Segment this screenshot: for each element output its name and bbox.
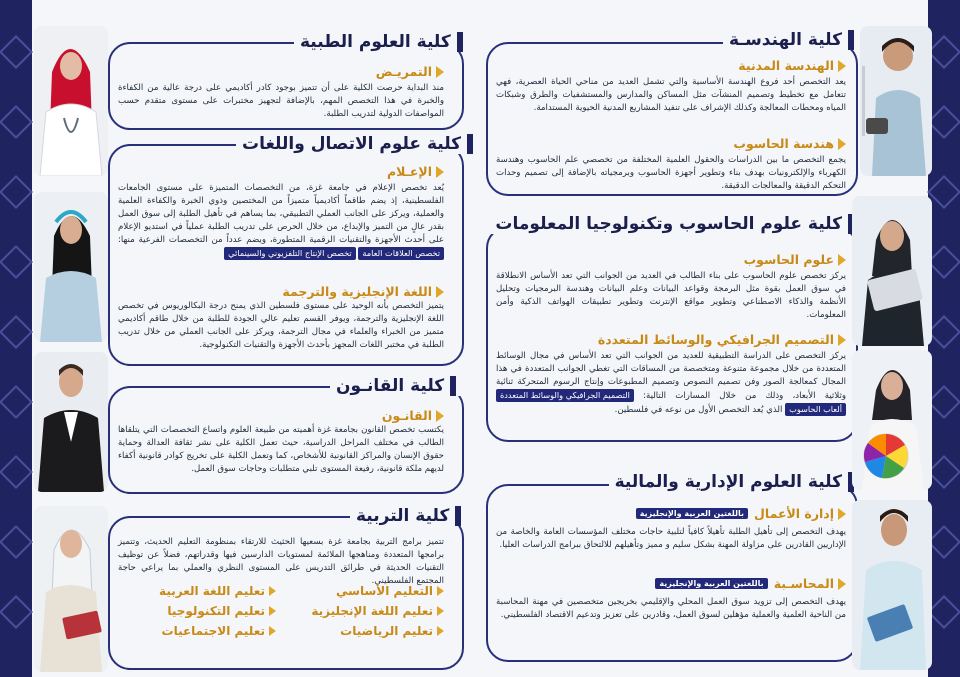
computer-eng-title: هندسة الحاسوب (733, 136, 834, 151)
communication-section (108, 134, 464, 370)
civil-eng-title: الهندسة المدنية (738, 58, 834, 73)
tv-production-tag: تخصص الإنتاج التلفزيوني والسينمائي (224, 247, 356, 259)
law-text: يكتسب تخصص القانون بجامعة غزة أهميته من طبيعة العلوم واتساع التخصصات التي يتلقاها الطالب في مختلف المراحل الدراسية، حيث تعمل الكلية على نشر ثقافة العدالة وحماية حقوق الإنسان والمراكز القانونية للأشخاص، كما وتعمل الكلية على تخريج كوادر قانونية أكفاء لديهم ملكة قانونية، رفيعة المستوى تلبي متطلبات وحاجات سوق العمل. (118, 425, 444, 475)
multimedia-track-tag: التصميم الجرافيكي والوسائط المتعددة (496, 389, 634, 401)
accounting-title: المحاسـبة (773, 576, 834, 591)
education-title: كلية التربية (356, 506, 450, 526)
engineering-title: كلية الهندسـة (728, 30, 842, 50)
public-relations-tag: تخصص العلاقات العامة (358, 247, 444, 259)
ba-language-tag: باللغتين العربية والإنجليزية (636, 508, 748, 519)
multimedia-text: يركز التخصص على الدراسة التطبيقية للعديد من الجوانب التي تعد الأساس في مجال الوسائط المتعددة من خلال مجموعة متنوعة ومتخصصة من المساقات التي تغطي الجوانب المتعددة في هذا المجال كمعالجة الصور وفن تصميم النصوص وتصميم المطبوعات وإنتاج الرسوم المتحركة ثنائية وثلاثية الأبعاد، وذلك من خلال المسارات التالية: (496, 351, 846, 402)
edu-program-arabic: تعليم اللغة العربية (118, 584, 276, 598)
edu-program-technology: تعليم التكنولوجيا (118, 604, 276, 618)
games-track-tag: ألعاب الحاسوب (785, 403, 846, 415)
it-title: كلية علوم الحاسوب وتكنولوجيا المعلومات (495, 214, 842, 234)
law-section (108, 376, 464, 498)
media-student-photo (34, 192, 108, 342)
engineering-section (486, 24, 858, 204)
nursing-student-photo (34, 26, 108, 176)
civil-eng-text: يعد التخصص أحد فروع الهندسة الأساسية والتي تشمل العديد من مناحي الحياة العصرية، فهي تتعامل مع تخطيط وتصميم المنشآت مثل المساكن والمدارس والمستشفيات والطرق وشبكات المياه ومحطات المعالجة وكذلك الإشراف على تنفيذ المشاريع المدنية الحيوية المستدامة. (496, 77, 846, 114)
education-text: تتميز برامج التربية بجامعة غزة بسعيها الحثيث للارتقاء بمنظومة التعليم الحديث، وتتميز برامجها المتعددة ومناهجها الملائمة لمستويات الدارسين فيها وقدراتهم، فضلاً عن توظيف التقنيات الحديثة في طرائق التدريس على المستوى النظري والعملي بما يراعي حاجة المجتمع الفلسطيني. (118, 537, 444, 587)
business-title: كلية العلوم الإدارية والمالية (614, 472, 842, 492)
nursing-title: التمريـض (375, 64, 432, 79)
edu-program-math: تعليم الرياضيات (286, 624, 444, 638)
accounting-text: يهدف التخصص إلى تزويد سوق العمل المحلي والإقليمي بخريجين متخصصين في مهنة المحاسبة من الناحية العلمية والعملية مؤهلين لسوق العمل، وقادرين على تعزيز وتدعيم الاقتصاد الفلسطيني. (496, 597, 846, 621)
designer-student-photo (852, 350, 932, 490)
business-section (486, 466, 858, 666)
law-sub-title: القانـون (381, 408, 432, 423)
multimedia-title: التصميم الجرافيكي والوسائط المتعددة (597, 332, 834, 347)
communication-title: كلية علوم الاتصال واللغات (242, 134, 462, 154)
cs-title: علوم الحاسوب (743, 252, 834, 267)
law-student-photo (34, 352, 108, 492)
edu-program-english: تعليم اللغة الإنجليزية (286, 604, 444, 618)
left-decorative-strip (0, 0, 32, 677)
engineering-student-photo (860, 26, 932, 176)
medical-section (108, 32, 464, 132)
ba-text: يهدف التخصص إلى تأهيل الطلبة تأهيلاً كافياً لتلبية حاجات مختلف المؤسسات العامة والخاصة من الإداريين القادرين على مزاولة المهنة بشكل سليم و مميز وتأهيلهم للالتحاق ببرامج الدراسات العليا. (496, 527, 846, 551)
it-section (486, 208, 858, 446)
ba-title: إدارة الأعمال (754, 506, 834, 521)
cs-text: يركز تخصص علوم الحاسوب على بناء الطالب في العديد من الجوانب التي تعد الأساس الانطلاقة في سوق العمل بقوة مثل البرمجة وقواعد البيانات وعلم البيانات وهندسة البرمجيات وتحليل الأنظمة والذكاء الاصطناعي وتطوير مواقع الإنترنت وتطوير تطبيقات الهواتف الذكية وأمن المعلومات. (496, 271, 846, 321)
media-title: الإعـلام (386, 164, 432, 179)
computer-eng-text: يجمع التخصص ما بين الدراسات والحقول العلمية المختلفة من تخصصي علم الحاسوب وهندسة الكهرباء والإلكترونيات بهدف بناء وتطوير أجهزة الحاسوب وبرمجياته بالإضافة إلى تصميم وحدات التحكم الدقيقة والمعالجات الدقيقة. (496, 155, 846, 192)
education-programs-list (118, 584, 444, 638)
medical-title: كلية العلوم الطبية (300, 32, 451, 52)
right-decorative-strip (928, 0, 960, 677)
edu-program-basic: التعليم الأساسي (286, 584, 444, 598)
english-text: يتميز التخصص بأنه الوحيد على مستوى فلسطين الذي يمنح درجة البكالوريوس في تخصص اللغة الإنجليزية والترجمة، ويوفر القسم تعليم عالي الجودة للطلبة من خلال طاقم أكاديمي متميز من الخبراء والعلماء في مجال الترجمة، ويركز على الجانب العملي من خلال تدريب الطلبة في مختبر اللغات المجهز بأحدث الأجهزة والتقنيات التكنولوجية. (118, 301, 444, 351)
education-student-photo (34, 506, 108, 672)
business-student-photo (852, 500, 932, 670)
multimedia-tail: الذي يُعد التخصص الأول من نوعه في فلسطين. (614, 405, 783, 416)
law-title: كلية القانـون (336, 376, 445, 396)
computer-student-photo (852, 196, 932, 346)
accounting-language-tag: باللغتين العربية والإنجليزية (655, 578, 767, 589)
english-title: اللغة الإنجليزية والترجمة (282, 284, 432, 299)
edu-program-social: تعليم الاجتماعيات (118, 624, 276, 638)
nursing-text: منذ البداية حرصت الكلية على أن تتميز بوجود كادر أكاديمي على درجة عالية من الكفاءة والخبرة في هذا التخصص المهم، بالإضافة لتجهيز مختبرات على مستوى متقدم حسب المواصفات الدولية لتدريب الطلبة. (118, 83, 444, 120)
education-section (108, 506, 464, 672)
media-text: يُعد تخصص الإعلام في جامعة غزة، من التخصصات المتميزة على مستوى الجامعات الفلسطينية، إذ يضم طاقماً أكاديمياً متميزاً من المختصين وذوي الخبرة والكفاءة العلمية والعملية، ويركز على الجانب العملي التطبيقي، بما يساهم في تأهيل الطلبة إلى سوق العمل بقدر عالٍ من التميز والإبداع، من خلال الحرص على تدريب الطلبة عملياً في استديو الإعلام على أحدث الأجهزة والتقنيات الرقمية المتطورة، ويضم عدداً من التخصصات الفرعية منها: (118, 183, 444, 246)
